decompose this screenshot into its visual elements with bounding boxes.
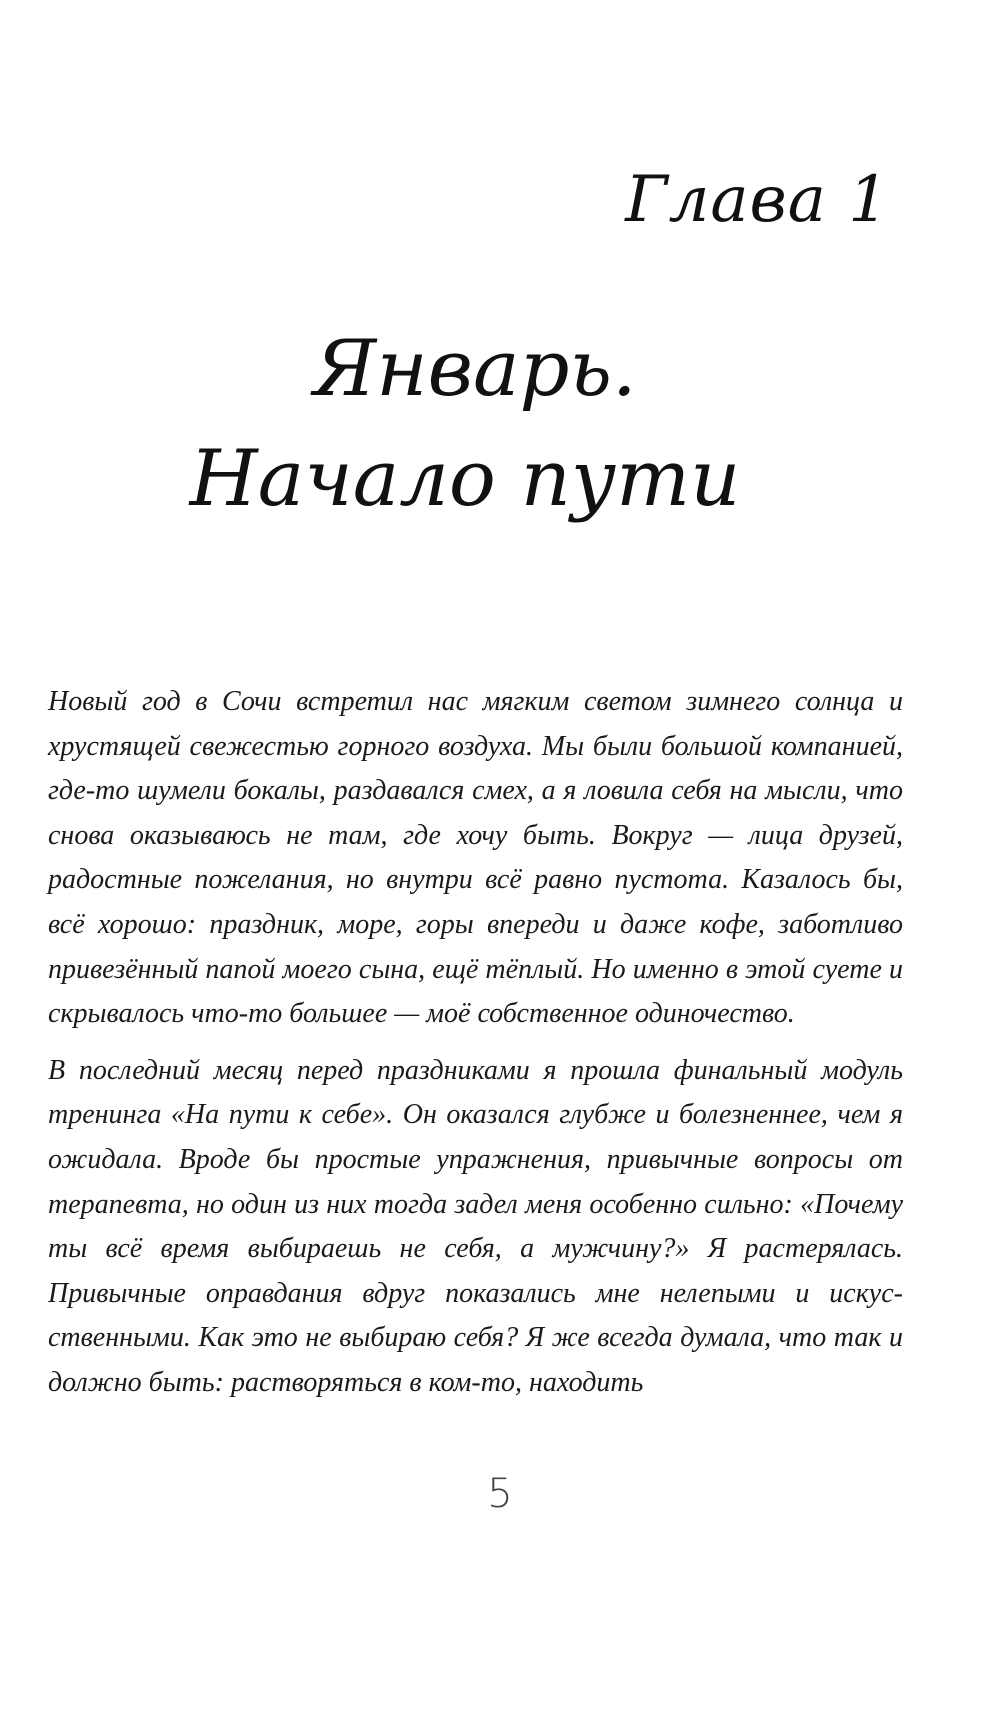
paragraph-1: Новый год в Сочи встретил нас мягким светом зимнего солнца и хрустящей свежестью горного воздуха. Мы были большой компанией, где-то шумели бокалы, раздавался смех, а я ловила себя на мысли, что снова оказываюсь не там, где хочу быть. Вокруг — лица друзей, радостные пожелания, но внутри всё равно пустота. Казалось бы, всё хорошо: праздник, море, горы впереди и даже кофе, заботливо привезённый папой моего сына, ещё тёплый. Но именно в этой суете и скрывалось что-то большее — моё собственное одиночество. [48,686,903,1030]
paragraph-2: В последний месяц перед праздниками я прошла финальный модуль тренинга «На пути к себе». Он оказался глубже и болезненнее, чем я ожидала. Вроде бы простые упражнения, привычные вопросы от терапевта, но один из них тогда задел меня особенно сильно: «Почему ты всё время выбираешь не себя, а мужчину?» Я растерялась. Привычные оправдания вдруг показались мне нелепыми и искусственными. Как это не выбираю себя? Я же всегда думала, что так и должно быть: растворяться в ком-то, находить [48,1054,903,1398]
chapter-title-line-1: Январь. [313,324,637,414]
chapter-label: Глава 1 [625,163,890,237]
page-number: 5 [487,1471,513,1517]
chapter-title-line-2: Начало пути [189,434,741,524]
body-text [48,680,903,1406]
